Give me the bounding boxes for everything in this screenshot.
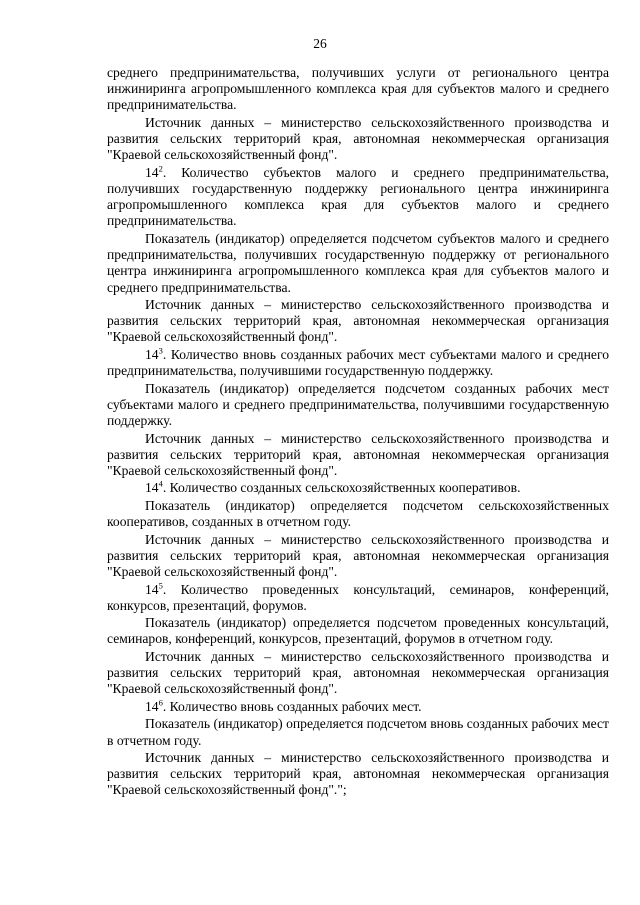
paragraph-text: . Количество вновь созданных рабочих мест субъектами малого и среднего предпринимательства, получившими государственную поддержку. [107, 346, 609, 379]
paragraph-text: Показатель (индикатор) определяется подсчетом созданных рабочих мест субъектами малого и среднего предпринимательства, получившими государственную поддержку. [107, 380, 609, 429]
paragraph-calculation [107, 381, 609, 430]
paragraph-indicator-14-6 [107, 699, 609, 715]
paragraph-data-source [107, 649, 609, 698]
item-number: $14^5$ [145, 580, 163, 597]
paragraph-indicator-14-5 [107, 582, 609, 614]
paragraph-text: Показатель (индикатор) определяется подсчетом проведенных консультаций, семинаров, конференций, конкурсов, презентаций, форумов в отчетном году. [107, 615, 609, 647]
paragraph-calculation [107, 498, 609, 530]
paragraph-text: Источник данных – министерство сельскохозяйственного производства и развития сельских территорий края, автономная некоммерческая организация "Краевой сельскохозяйственный фонд". [107, 297, 609, 345]
paragraph-text: . Количество вновь созданных рабочих мест. [162, 698, 422, 714]
paragraph-text: Показатель (индикатор) определяется подсчетом субъектов малого и среднего предпринимательства, получивших государственную поддержку от регионального центра инжиниринга агропромышленного комплекса края для субъектов малого и среднего предпринимательства. [107, 230, 609, 295]
paragraph-calculation [107, 231, 609, 296]
item-number: $14^4$ [145, 478, 163, 496]
item-number: $14^3$ [145, 345, 163, 362]
paragraph-data-source [107, 115, 609, 164]
paragraph-text: Источник данных – министерство сельскохозяйственного производства и развития сельских территорий края, автономная некоммерческая организация "Краевой сельскохозяйственный фонд". [107, 430, 609, 478]
page-number: 26 [313, 36, 327, 51]
paragraph-text: среднего предпринимательства, получивших услуги от регионального центра инжиниринга агропромышленного комплекса края для субъектов малого и среднего предпринимательства. [107, 65, 609, 113]
paragraph [107, 65, 609, 114]
paragraph-calculation [107, 615, 609, 647]
paragraph-text: . Количество созданных сельскохозяйственных кооперативов. [162, 480, 521, 496]
paragraph-text: Источник данных – министерство сельскохозяйственного производства и развития сельских территорий края, автономная некоммерческая организация "Краевой сельскохозяйственный фонд"."; [107, 750, 609, 798]
paragraph-indicator-14-2 [107, 165, 609, 230]
item-number-superscript: 5 [158, 580, 163, 591]
item-number-superscript: 3 [158, 345, 163, 356]
paragraph-text: Источник данных – министерство сельскохозяйственного производства и развития сельских территорий края, автономная некоммерческая организация "Краевой сельскохозяйственный фонд". [107, 114, 609, 163]
item-number-superscript: 4 [158, 478, 163, 489]
paragraph-text: . Количество проведенных консультаций, семинаров, конференций, конкурсов, презентаций, форумов. [107, 581, 609, 613]
paragraph-text: Показатель (индикатор) определяется подсчетом вновь созданных рабочих мест в отчетном году. [107, 716, 609, 748]
paragraph-data-source [107, 750, 609, 799]
document-body [107, 65, 609, 800]
item-number-superscript: 6 [158, 697, 163, 708]
paragraph-indicator-14-3 [107, 347, 609, 379]
paragraph-data-source [107, 297, 609, 346]
paragraph-text: Источник данных – министерство сельскохозяйственного производства и развития сельских территорий края, автономная некоммерческая организация "Краевой сельскохозяйственный фонд". [107, 531, 609, 580]
paragraph-data-source [107, 532, 609, 581]
paragraph-data-source [107, 431, 609, 480]
paragraph-calculation [107, 716, 609, 748]
item-number: $14^6$ [145, 697, 163, 714]
paragraph-text: Источник данных – министерство сельскохозяйственного производства и развития сельских территорий края, автономная некоммерческая организация "Краевой сельскохозяйственный фонд". [107, 648, 609, 697]
item-number-superscript: 2 [158, 163, 163, 174]
paragraph-text: Показатель (индикатор) определяется подсчетом сельскохозяйственных кооперативов, созданных в отчетном году. [107, 497, 609, 530]
paragraph-indicator-14-4 [107, 480, 609, 496]
item-number: $14^2$ [145, 163, 163, 180]
paragraph-text: . Количество субъектов малого и среднего предпринимательства, получивших государственную поддержку регионального центра инжиниринга агропромышленного комплекса края для субъектов малого и среднего предпринимательства. [107, 164, 609, 229]
